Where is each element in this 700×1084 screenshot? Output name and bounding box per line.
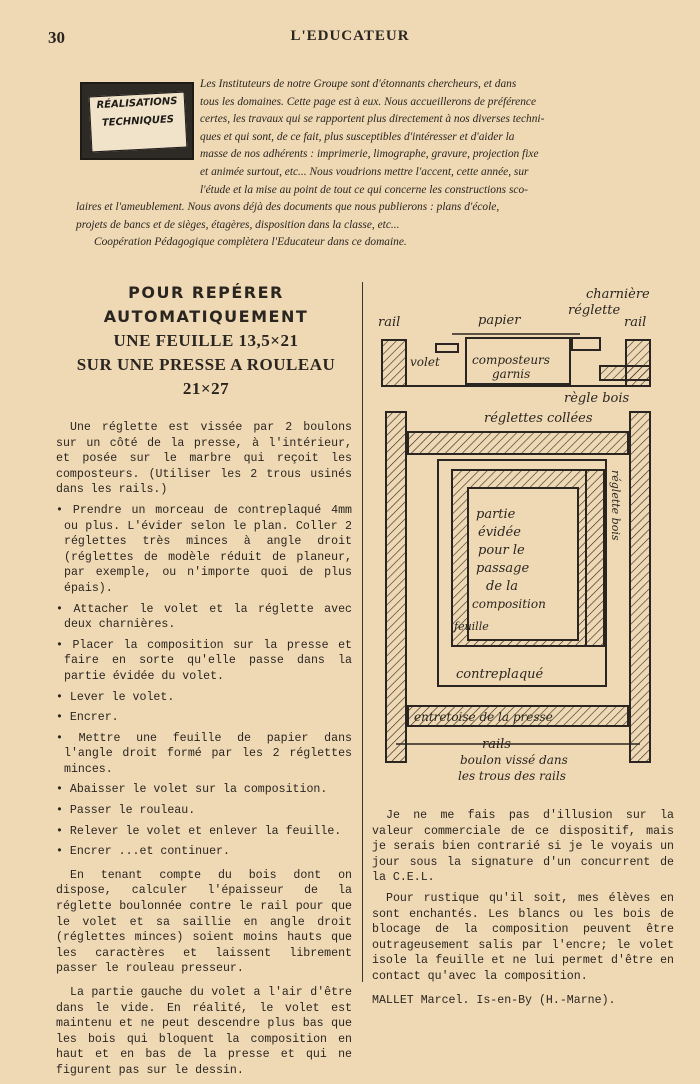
title-line: SUR UNE PRESSE A ROULEAU [76,355,336,374]
logo-line2: TECHNIQUES [101,114,175,129]
intro-line: ques et qui sont, de ce fait, plus susceptibles d'intéresser et d'aider la [200,130,515,143]
label-reglette-bois-vertical: réglette bois [609,470,622,541]
left-column-text [56,420,352,1084]
paragraph: Pour rustique qu'il soit, mes élèves en sont enchantés. Les blancs ou les bois de blocage de la composition peuvent être outrageusement salis par l'encre; le volet isole la feuille et ne lui permet d'être en contact qu'avec la composition. [372,891,674,983]
top-reglette [408,432,628,454]
intro-line: Coopération Pédagogique complètera l'Educateur dans ce domaine. [94,236,407,249]
intro-line: laires et l'ameublement. Nous avons déjà des documents que nous publierons : plans d'école, [76,201,500,213]
step-item: • Encrer ...et continuer. [56,844,352,860]
step-item: • Passer le rouleau. [56,803,352,819]
step-item: • Prendre un morceau de contreplaqué 4mm ou plus. L'évider selon le plan. Coller 2 réglettes très minces à angle droit (réglettes de modèle réduit de planeur, par exemple, ou n'importe quoi de plus épais). [56,503,352,597]
right-column-text [372,808,674,1013]
label-partie: partie [476,507,516,522]
paragraph: La partie gauche du volet a l'air d'être dans le vide. En réalité, le volet est maintenu et ne peut descendre plus bas que les bois qui bloquent la composition en haut et en bas de la presse et qui ne figurent pas sur le dessin. [56,986,352,1077]
intro-block-wide [76,199,668,252]
label-contreplaque: contreplaqué [456,667,544,682]
intro-line: tous les domaines. Cette page est à eux. Nous accueillerons de préférence [200,95,537,108]
intro-line: projets de bancs et de sièges, étagères, disposition dans la classe, etc... [76,218,400,231]
label-boulon: boulon vissé dans [460,753,568,767]
logo-line1: RÉALISATIONS [96,95,178,112]
press-diagram [374,278,668,794]
label-reglettes-collees: réglettes collées [484,411,593,426]
realisations-techniques-logo [80,82,194,160]
label-feuille: feuille [454,620,489,633]
label-evidee: évidée [478,525,521,540]
label-papier: papier [478,313,521,328]
intro-line: et animée surtout, etc... Nous voudrions mettre l'accent, cette année, sur [200,165,529,178]
rail-left [386,412,406,762]
label-rail-left: rail [378,315,401,330]
label-garnis: garnis [492,367,531,381]
rail-right [630,412,650,762]
step-item: • Lever le volet. [56,690,352,706]
column-divider [362,282,363,982]
step-item: • Placer la composition sur la presse et faire en sorte qu'elle passe dans la partie évidée du volet. [56,638,352,685]
label-rail-right: rail [624,315,647,330]
label-reglette: réglette [568,303,621,318]
intro-line: certes, les travaux qui se rapportent plus directement à nos diverses techni- [200,113,545,126]
step-item: • Attacher le volet et la réglette avec deux charnières. [56,602,352,633]
label-pour-le: pour le [478,543,525,558]
label-de-la: de la [486,579,519,594]
title-line: 21×27 [182,379,230,398]
intro-line: l'étude et la mise au point de tout ce qui concerne les constructions sco- [200,183,528,196]
intro-line: Les Instituteurs de notre Groupe sont d'étonnants chercheurs, et dans [200,78,517,90]
label-composition: composition [472,597,546,611]
step-item: • Encrer. [56,710,352,726]
paragraph: Une réglette est vissée par 2 boulons sur un côté de la presse, à l'intérieur, et posée sur le marbre qui reçoit les composteurs. (Utiliser les 2 trous usinés dans les rails.) [56,421,352,497]
paragraph: Je ne me fais pas d'illusion sur la valeur commerciale de ce dispositif, mais je serais bien contrarié si je le voyais un jour sous la signature d'un concurrent de la C.E.L. [372,809,674,885]
intro-line: masse de nos adhérents : imprimerie, limographe, gravure, projection fixe [200,148,539,161]
step-item: • Relever le volet et enlever la feuille. [56,824,352,840]
paragraph: En tenant compte du bois dont on dispose, calculer l'épaisseur de la réglette boulonnée contre le rail pour que le volet et sa saillie en angle droit (réglettes minces) soient moins hauts que les caractères et laissent librement passer le rouleau presseur. [56,868,352,976]
step-item: • Abaisser le volet sur la composition. [56,782,352,798]
label-charniere: charnière [586,287,650,302]
journal-title: L'EDUCATEUR [290,28,410,44]
label-regle-bois: règle bois [564,391,630,406]
label-passage: passage [476,561,530,576]
rail-left-section [382,340,406,386]
vertical-reglette [586,470,604,646]
page-number: 30 [48,28,65,47]
label-rails: rails [482,737,511,752]
label-volet: volet [410,355,440,369]
step-item: • Mettre une feuille de papier dans l'angle droit formé par les 2 réglettes minces. [56,731,352,778]
intro-block [200,76,666,199]
author-signature: MALLET Marcel. Is-en-By (H.-Marne). [372,993,616,1007]
article-title [48,281,364,401]
label-composteurs: composteurs [472,353,550,367]
label-entretoise: entretoise de la presse [414,710,553,724]
title-line: POUR REPÉRER [128,283,284,302]
label-trous: les trous des rails [458,769,566,783]
title-line: UNE FEUILLE 13,5×21 [113,331,299,350]
title-line: AUTOMATIQUEMENT [103,307,309,326]
